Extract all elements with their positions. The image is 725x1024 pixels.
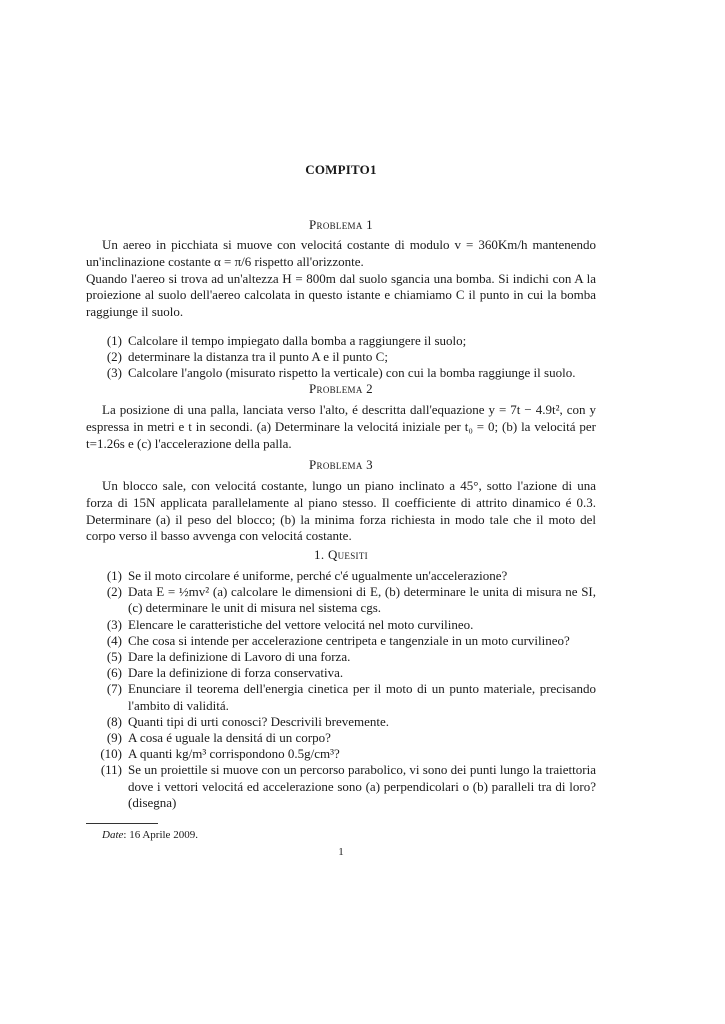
list-item-text: A quanti kg/m³ corrispondono 0.5g/cm³? (128, 746, 340, 762)
document-page (86, 0, 596, 1024)
list-item (86, 762, 596, 811)
problem-2-section (86, 380, 596, 452)
list-item-text: Data E = ½mv² (a) calcolare le dimensioni di E, (b) determinare le unita di misura ne SI, (c) determinare le unit di misura nel sistema cgs. (128, 584, 596, 616)
list-item-text: Enunciare il teorema dell'energia cinetica per il moto di un punto materiale, precisando l'ambito di validitá. (128, 681, 596, 713)
list-item-number: (10) (100, 746, 122, 762)
list-item (86, 568, 596, 584)
list-item-text: determinare la distanza tra il punto A e il punto C; (128, 349, 388, 365)
list-item-text: Se un proiettile si muove con un percorso parabolico, vi sono dei punti lungo la traiettoria dove i vettori velocitá ed accelerazione sono (a) perpendicolari o (b) paralleli tra di loro? (disegna) (128, 762, 596, 810)
list-item-number: (8) (106, 713, 122, 729)
list-item-text: Calcolare l'angolo (misurato rispetto la verticale) con cui la bomba raggiunge il suolo. (128, 365, 576, 381)
list-item-text: Calcolare il tempo impiegato dalla bomba a raggiungere il suolo; (128, 332, 467, 348)
problem-2-paragraph: La posizione di una palla, lanciata verso l'alto, é descritta dall'equazione y = 7t − 4.9t², con y espressa in metri e t in secondi. (a) Determinare la velocitá iniziale per t₀ = 0; (b) la velocitá per t=1.26s e (c) l'accelerazione della palla. (86, 402, 596, 451)
list-item-text: Quanti tipi di urti conosci? Descrivili brevemente. (128, 713, 390, 729)
list-item (86, 746, 596, 762)
list-item (86, 681, 596, 713)
problem-2-heading: Problema 2 (309, 381, 373, 396)
list-item (86, 665, 596, 681)
document-title: COMPITO1 (305, 162, 377, 177)
list-item-number: (1) (106, 568, 122, 583)
list-item (86, 333, 596, 349)
list-item (86, 584, 596, 616)
quesiti-list (86, 568, 596, 811)
list-item-number: (4) (106, 632, 122, 648)
footnote-label: Date (102, 829, 124, 841)
list-item-number: (5) (106, 649, 122, 665)
list-item-text: Dare la definizione di Lavoro di una forza. (128, 649, 351, 665)
list-item-number: (3) (106, 616, 122, 632)
list-item-number: (9) (106, 730, 122, 746)
list-item (86, 649, 596, 665)
problem-1-question-list (86, 333, 596, 382)
problem-1-paragraph-1: Un aereo in picchiata si muove con velocitá costante di modulo v = 360Km/h mantenendo un'inclinazione costante α = π/6 rispetto all'orizzonte. (86, 237, 596, 269)
list-item-number: (7) (106, 681, 122, 697)
list-item (86, 714, 596, 730)
problem-3-section (86, 456, 596, 545)
problem-1-paragraph-2: Quando l'aereo si trova ad un'altezza H = 800m dal suolo sgancia una bomba. Si indichi con A la proiezione al suolo dell'aereo calcolata in questo istante e chiamiamo C il punto in cui la bomba raggiunge il suolo. (86, 270, 596, 320)
problem-1-heading: Problema 1 (309, 217, 373, 232)
list-item-number: (3) (106, 365, 122, 381)
list-item-number: (6) (106, 665, 122, 681)
list-item-text: Dare la definizione di forza conservativa. (128, 665, 344, 681)
list-item-number: (1) (106, 332, 122, 348)
list-item (86, 349, 596, 365)
list-item (86, 730, 596, 746)
footnote-text: : 16 Aprile 2009. (123, 829, 198, 841)
list-item-text: A cosa é uguale la densitá di un corpo? (128, 730, 331, 746)
footnote (102, 829, 198, 841)
list-item-text: Se il moto circolare é uniforme, perché c'é ugualmente un'accelerazione? (128, 568, 508, 583)
problem-3-paragraph: Un blocco sale, con velocitá costante, lungo un piano inclinato a 45°, sotto l'azione di una forza di 15N applicata parallelamente al piano stesso. Il coefficiente di attrito dinamico é 0.3. Determinare (a) il peso del blocco; (b) la minima forza richiesta in modo tale che il moto del corpo verso il basso avvenga con velocitá costante. (86, 478, 596, 544)
problem-3-heading: Problema 3 (309, 457, 373, 472)
quesiti-heading: 1. Quesiti (314, 547, 368, 562)
problem-1-section (86, 216, 596, 382)
list-item-text: Elencare le caratteristiche del vettore velocitá nel moto curvilineo. (128, 616, 474, 632)
quesiti-section (86, 546, 596, 811)
list-item-number: (11) (100, 762, 122, 778)
list-item-number: (2) (106, 584, 122, 600)
list-item-number: (2) (106, 349, 122, 365)
list-item (86, 633, 596, 649)
list-item (86, 617, 596, 633)
list-item-text: Che cosa si intende per accelerazione centripeta e tangenziale in un moto curvilineo? (128, 632, 570, 648)
page-number: 1 (338, 846, 344, 858)
footnote-divider (86, 823, 158, 824)
